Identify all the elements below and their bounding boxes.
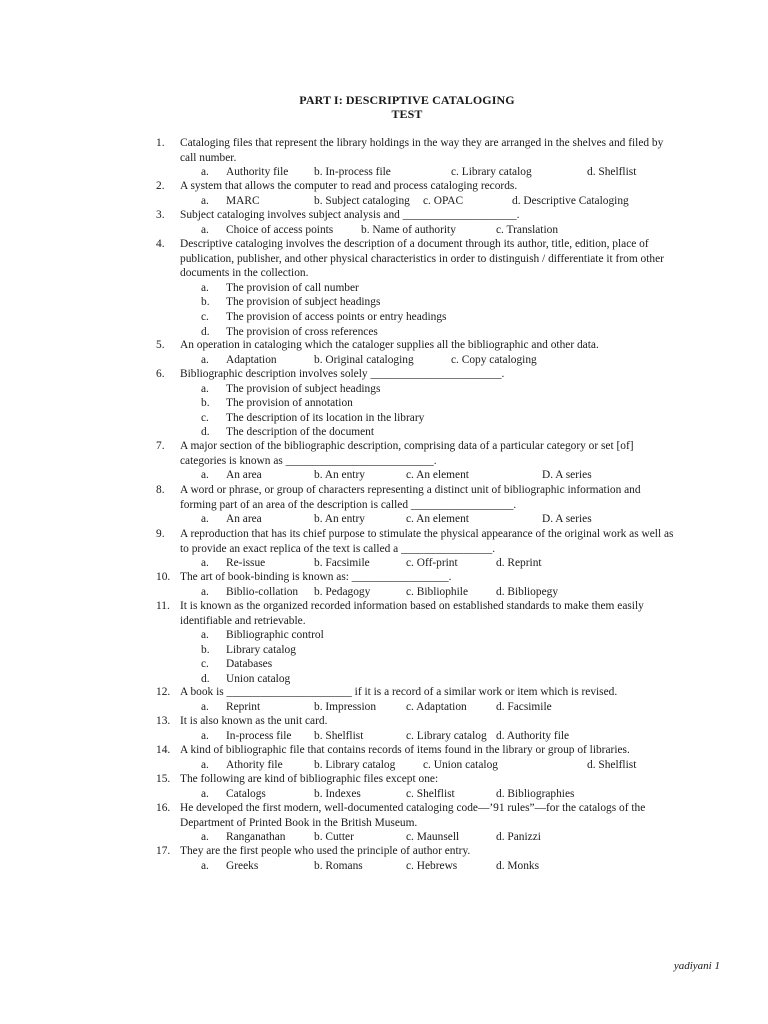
answer-choice: d. Bibliographies bbox=[496, 787, 575, 800]
question-item bbox=[156, 367, 676, 382]
answer-choice: d. Panizzi bbox=[496, 831, 541, 844]
choice-letter: d. bbox=[201, 426, 210, 439]
question-number: 1. bbox=[156, 137, 165, 149]
choice-letter: a. bbox=[201, 353, 209, 366]
question-text: Cataloging files that represent the library holdings in the way they are arranged in the shelves and filed by call number. bbox=[180, 137, 664, 164]
question-item bbox=[156, 772, 676, 787]
answer-choice: b. Facsimile bbox=[314, 557, 370, 570]
question-text: It is known as the organized recorded information based on established standards to make them easily identifiable and retrievable. bbox=[180, 600, 644, 627]
question-text: Bibliographic description involves solely _______________________. bbox=[180, 368, 505, 380]
question-text: A system that allows the computer to read and process cataloging records. bbox=[180, 180, 518, 192]
answer-choice: MARC bbox=[226, 194, 260, 207]
answer-choice: c. Hebrews bbox=[406, 859, 458, 872]
choice-letter: d. bbox=[201, 325, 210, 338]
choice-letter: a. bbox=[201, 469, 209, 482]
choice-text: Bibliographic control bbox=[226, 629, 324, 642]
choice-text: Library catalog bbox=[226, 643, 296, 656]
answer-choice: b. Library catalog bbox=[314, 758, 396, 771]
question-number: 9. bbox=[156, 528, 165, 540]
question-item bbox=[156, 714, 676, 729]
question-text: A book is ______________________ if it is a record of a similar work or item which is revised. bbox=[180, 686, 618, 698]
answer-choice: Choice of access points bbox=[226, 223, 334, 236]
question-text: They are the first people who used the principle of author entry. bbox=[180, 845, 471, 857]
choice-text: The description of the document bbox=[226, 426, 375, 439]
choice-text: The provision of annotation bbox=[226, 397, 353, 410]
question-item bbox=[156, 743, 676, 758]
answer-choice: c. Adaptation bbox=[406, 700, 467, 713]
question-number: 7. bbox=[156, 440, 165, 452]
question-item bbox=[156, 237, 676, 281]
answer-choice: An area bbox=[226, 513, 262, 526]
question-number: 3. bbox=[156, 209, 165, 221]
question-text: A kind of bibliographic file that contains records of items found in the library or group of libraries. bbox=[180, 744, 630, 756]
question-number: 4. bbox=[156, 238, 165, 250]
choice-letter: c. bbox=[201, 311, 209, 323]
question-text: Subject cataloging involves subject analysis and ____________________. bbox=[180, 209, 520, 221]
choice-letter: a. bbox=[201, 787, 209, 800]
question-item bbox=[156, 179, 676, 194]
choice-letter: b. bbox=[201, 643, 210, 656]
question-text: The art of book-binding is known as: _________________. bbox=[180, 571, 452, 583]
choice-letter: d. bbox=[201, 673, 210, 685]
choice-letter: a. bbox=[201, 758, 209, 771]
answer-choice: b. Cutter bbox=[314, 831, 354, 844]
question-item bbox=[156, 801, 676, 830]
choice-letter: a. bbox=[201, 382, 209, 395]
question-number: 8. bbox=[156, 484, 165, 496]
question-text: The following are kind of bibliographic files except one: bbox=[180, 773, 439, 785]
answer-choice: c. Library catalog bbox=[451, 166, 532, 179]
answer-choice: c. Translation bbox=[496, 223, 559, 236]
question-number: 2. bbox=[156, 180, 165, 192]
choice-letter: a. bbox=[201, 557, 209, 570]
answer-choice: D. A series bbox=[542, 469, 592, 482]
answer-choice: c. An element bbox=[406, 469, 469, 482]
answer-choice: d. Reprint bbox=[496, 557, 542, 570]
answer-choice: b. Subject cataloging bbox=[314, 194, 410, 207]
question-number: 5. bbox=[156, 339, 165, 351]
question-text: A major section of the bibliographic description, comprising data of a particular category or set [of] categories is known as __________________________. bbox=[180, 440, 634, 467]
question-text: A word or phrase, or group of characters representing a distinct unit of bibliographic information and forming part of an area of the description is called __________________. bbox=[180, 484, 641, 511]
question-number: 16. bbox=[156, 802, 171, 814]
answer-choice: c. Union catalog bbox=[423, 758, 498, 771]
answer-choice: Greeks bbox=[226, 859, 259, 872]
answer-choice: b. Romans bbox=[314, 859, 363, 872]
answer-choice: In-process file bbox=[226, 729, 292, 742]
choice-letter: b. bbox=[201, 296, 210, 309]
choice-text: The provision of subject headings bbox=[226, 382, 381, 395]
question-number: 13. bbox=[156, 715, 171, 727]
question-number: 10. bbox=[156, 571, 171, 583]
answer-choice: c. Copy cataloging bbox=[451, 353, 537, 366]
answer-choice: D. A series bbox=[542, 513, 592, 526]
question-text: He developed the first modern, well-documented cataloging code—’91 rules”—for the catalogs of the Department of Printed Book in the British Museum. bbox=[180, 802, 646, 829]
choice-letter: c. bbox=[201, 658, 209, 671]
choice-letter: c. bbox=[201, 411, 209, 424]
question-number: 15. bbox=[156, 773, 171, 785]
question-text: It is also known as the unit card. bbox=[180, 715, 328, 727]
answer-choice: c. Off-print bbox=[406, 557, 458, 570]
answer-choice: c. Shelflist bbox=[406, 787, 455, 800]
answer-choice: c. OPAC bbox=[423, 194, 464, 207]
choice-text: Union catalog bbox=[226, 673, 291, 685]
choice-letter: a. bbox=[201, 513, 209, 526]
answer-choice: b. Shelflist bbox=[314, 729, 364, 742]
answer-choice: d. Authority file bbox=[496, 729, 570, 742]
answer-choice: d. Facsimile bbox=[496, 700, 552, 713]
question-number: 6. bbox=[156, 368, 165, 380]
choice-letter: a. bbox=[201, 223, 209, 236]
question-number: 11. bbox=[156, 600, 170, 612]
answer-choice: c. An element bbox=[406, 513, 469, 526]
question-item bbox=[156, 208, 676, 223]
page-title: PART I: DESCRIPTIVE CATALOGING bbox=[299, 93, 515, 107]
answer-choice: c. Bibliophile bbox=[406, 585, 469, 598]
answer-choice: d. Descriptive Cataloging bbox=[512, 194, 629, 207]
choice-letter: a. bbox=[201, 585, 209, 598]
answer-choice: d. Monks bbox=[496, 859, 540, 872]
answer-choice: Ranganathan bbox=[226, 831, 286, 844]
answer-choice: b. Pedagogy bbox=[314, 585, 371, 598]
answer-choice: d. Bibliopegy bbox=[496, 585, 559, 598]
question-number: 12. bbox=[156, 686, 171, 698]
choice-letter: a. bbox=[201, 629, 209, 642]
choice-letter: a. bbox=[201, 859, 209, 872]
choice-letter: a. bbox=[201, 700, 209, 713]
page-footer: yadiyani 1 bbox=[673, 960, 720, 972]
answer-choice: c. Library catalog bbox=[406, 729, 487, 742]
question-number: 17. bbox=[156, 845, 171, 857]
answer-choice: Authority file bbox=[226, 166, 289, 179]
answer-choice: Re-issue bbox=[226, 557, 266, 570]
answer-choice: Biblio-collation bbox=[226, 585, 299, 598]
choice-text: The provision of access points or entry headings bbox=[226, 311, 447, 323]
choice-text: The provision of cross references bbox=[226, 325, 378, 338]
answer-choice: b. Original cataloging bbox=[314, 353, 414, 366]
choice-letter: a. bbox=[201, 729, 209, 742]
answer-choice: b. Impression bbox=[314, 700, 377, 713]
answer-choice: b. An entry bbox=[314, 513, 365, 526]
answer-choice: b. Indexes bbox=[314, 787, 361, 800]
question-item bbox=[156, 570, 676, 585]
answer-choice: b. An entry bbox=[314, 469, 365, 482]
choice-letter: a. bbox=[201, 831, 209, 844]
answer-choice: Adaptation bbox=[226, 353, 277, 366]
question-text: A reproduction that has its chief purpose to stimulate the physical appearance of the original work as well as to provide an exact replica of the text is called a ________________. bbox=[180, 528, 674, 555]
answer-choice: Reprint bbox=[226, 700, 261, 713]
answer-choice: Athority file bbox=[226, 758, 283, 771]
answer-choice: b. In-process file bbox=[314, 166, 391, 179]
choice-text: The description of its location in the library bbox=[226, 411, 425, 424]
question-item bbox=[156, 685, 676, 700]
choice-letter: a. bbox=[201, 194, 209, 207]
choice-text: The provision of subject headings bbox=[226, 296, 381, 309]
page-subtitle: TEST bbox=[391, 107, 423, 121]
question-item bbox=[156, 136, 676, 165]
choice-letter: a. bbox=[201, 281, 209, 294]
choice-text: The provision of call number bbox=[226, 281, 359, 294]
question-item bbox=[156, 599, 676, 628]
question-item bbox=[156, 338, 676, 353]
question-item bbox=[156, 439, 676, 468]
choice-letter: a. bbox=[201, 166, 209, 179]
question-item bbox=[156, 844, 676, 859]
question-text: Descriptive cataloging involves the description of a document through its author, title, edition, place of publication, publisher, and other physical characteristics in order to distinguish / differentiate it from other documents in the collection. bbox=[180, 238, 664, 280]
answer-choice: Catalogs bbox=[226, 787, 266, 800]
choice-text: Databases bbox=[226, 658, 273, 671]
answer-choice: d. Shelflist bbox=[587, 166, 637, 179]
choice-letter: b. bbox=[201, 397, 210, 410]
question-item bbox=[156, 483, 676, 512]
question-text: An operation in cataloging which the cataloger supplies all the bibliographic and other data. bbox=[180, 339, 599, 351]
answer-choice: d. Shelflist bbox=[587, 758, 637, 771]
question-item bbox=[156, 527, 676, 556]
answer-choice: An area bbox=[226, 469, 262, 482]
answer-choice: b. Name of authority bbox=[361, 223, 456, 236]
answer-choice: c. Maunsell bbox=[406, 831, 460, 844]
question-number: 14. bbox=[156, 744, 171, 756]
